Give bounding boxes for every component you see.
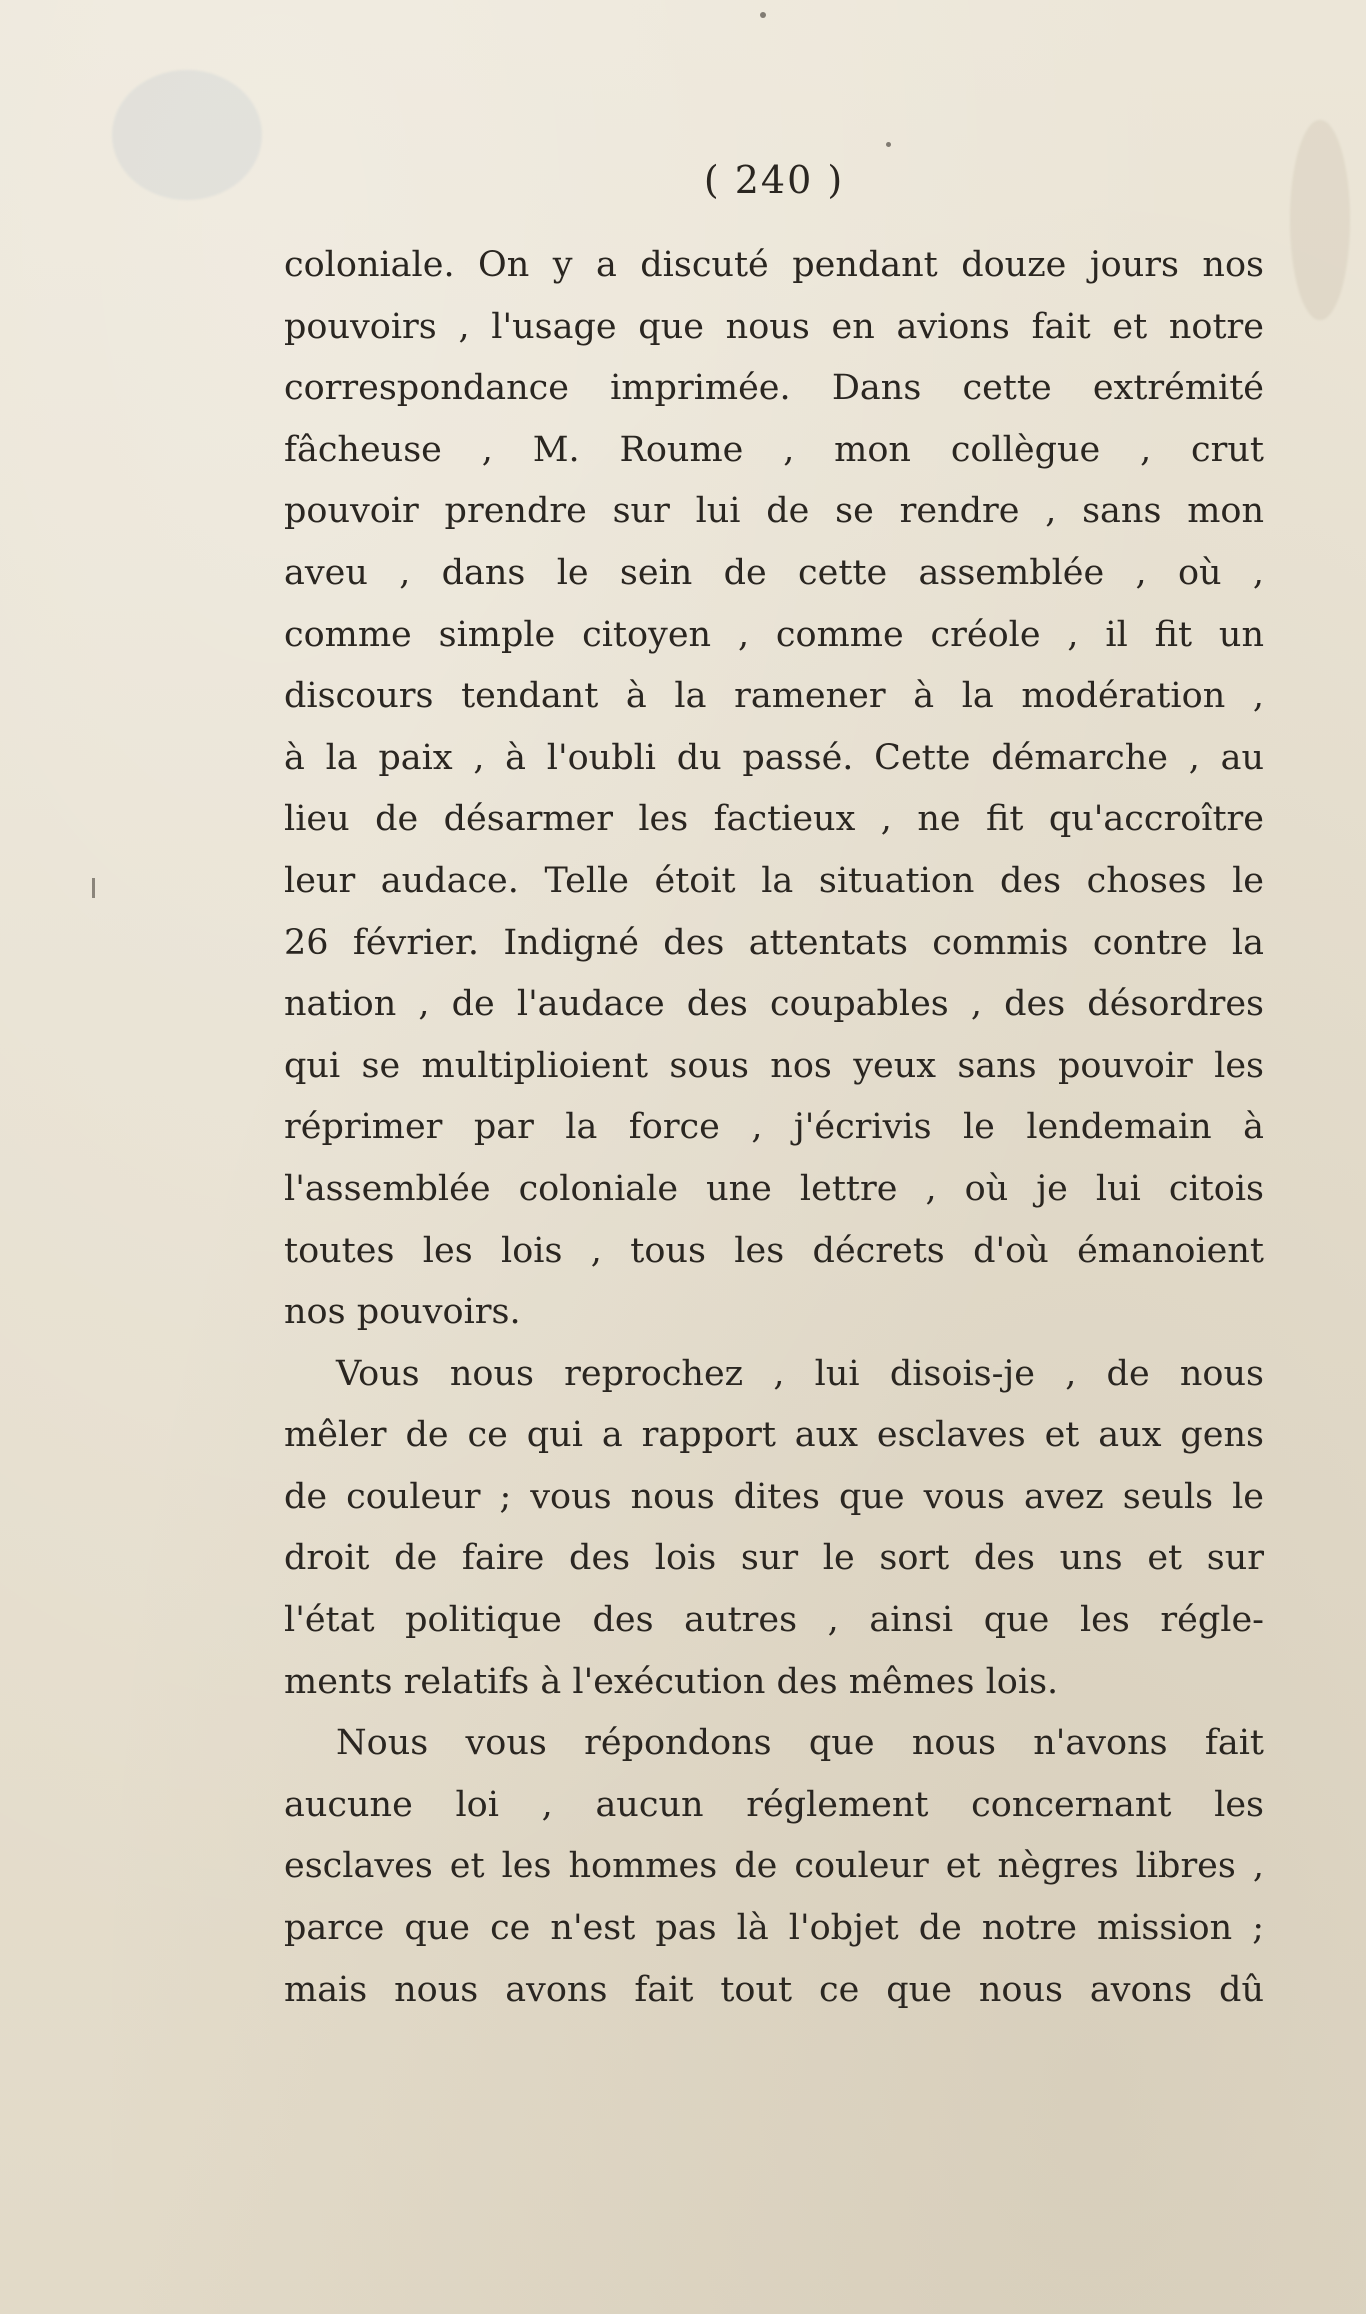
text-line: aucune loi , aucun réglement concernant les [284, 1784, 1264, 1825]
text-line: Vous nous reprochez , lui disois-je , de nous [336, 1353, 1264, 1394]
text-line: l'état politique des autres , ainsi que les régle- [284, 1600, 1264, 1641]
text-line: nos pouvoirs. [284, 1292, 521, 1333]
text-line: nation , de l'audace des coupables , des désordres [284, 984, 1264, 1025]
text-line: de couleur ; vous nous dites que vous avez seuls le [284, 1476, 1264, 1517]
margin-mark [92, 878, 95, 898]
text-line: mêler de ce qui a rapport aux esclaves et aux gens [284, 1415, 1264, 1456]
text-line: toutes les lois , tous les décrets d'où émanoient [284, 1230, 1264, 1271]
paper-stain [1290, 120, 1350, 320]
body-text [284, 235, 1264, 2021]
text-line: discours tendant à la ramener à la modération , [284, 676, 1264, 717]
text-line: esclaves et les hommes de couleur et nègres libres , [284, 1846, 1264, 1887]
text-line: correspondance imprimée. Dans cette extrémité [284, 368, 1264, 409]
text-line: fâcheuse , M. Roume , mon collègue , crut [284, 429, 1264, 470]
text-line: coloniale. On y a discuté pendant douze jours nos [284, 245, 1264, 285]
text-line: leur audace. Telle étoit la situation des choses le [284, 860, 1264, 901]
text-line: droit de faire des lois sur le sort des uns et sur [284, 1538, 1264, 1579]
text-line: mais nous avons fait tout ce que nous avons dû [284, 1969, 1264, 2010]
text-line: pouvoirs , l'usage que nous en avions fait et notre [284, 306, 1264, 347]
page-number-header: ( 240 ) [703, 158, 845, 202]
text-line: 26 février. Indigné des attentats commis contre la [284, 922, 1264, 963]
text-line: parce que ce n'est pas là l'objet de notre mission ; [284, 1908, 1264, 1949]
text-line: lieu de désarmer les factieux , ne fit qu'accroître [284, 799, 1264, 840]
text-line: ments relatifs à l'exécution des mêmes lois. [284, 1661, 1059, 1702]
text-line: à la paix , à l'oubli du passé. Cette démarche , au [284, 737, 1264, 778]
paper-stain [112, 70, 262, 200]
text-line: aveu , dans le sein de cette assemblée , où , [284, 552, 1264, 593]
text-line: Nous vous répondons que nous n'avons fait [336, 1723, 1264, 1764]
text-line: réprimer par la force , j'écrivis le lendemain à [284, 1107, 1264, 1148]
text-line: qui se multiplioient sous nos yeux sans pouvoir les [284, 1045, 1264, 1086]
text-line: pouvoir prendre sur lui de se rendre , sans mon [284, 491, 1264, 532]
ink-speck [760, 12, 766, 18]
text-line: l'assemblée coloniale une lettre , où je lui citois [284, 1168, 1264, 1209]
text-line: comme simple citoyen , comme créole , il fit un [284, 614, 1264, 655]
